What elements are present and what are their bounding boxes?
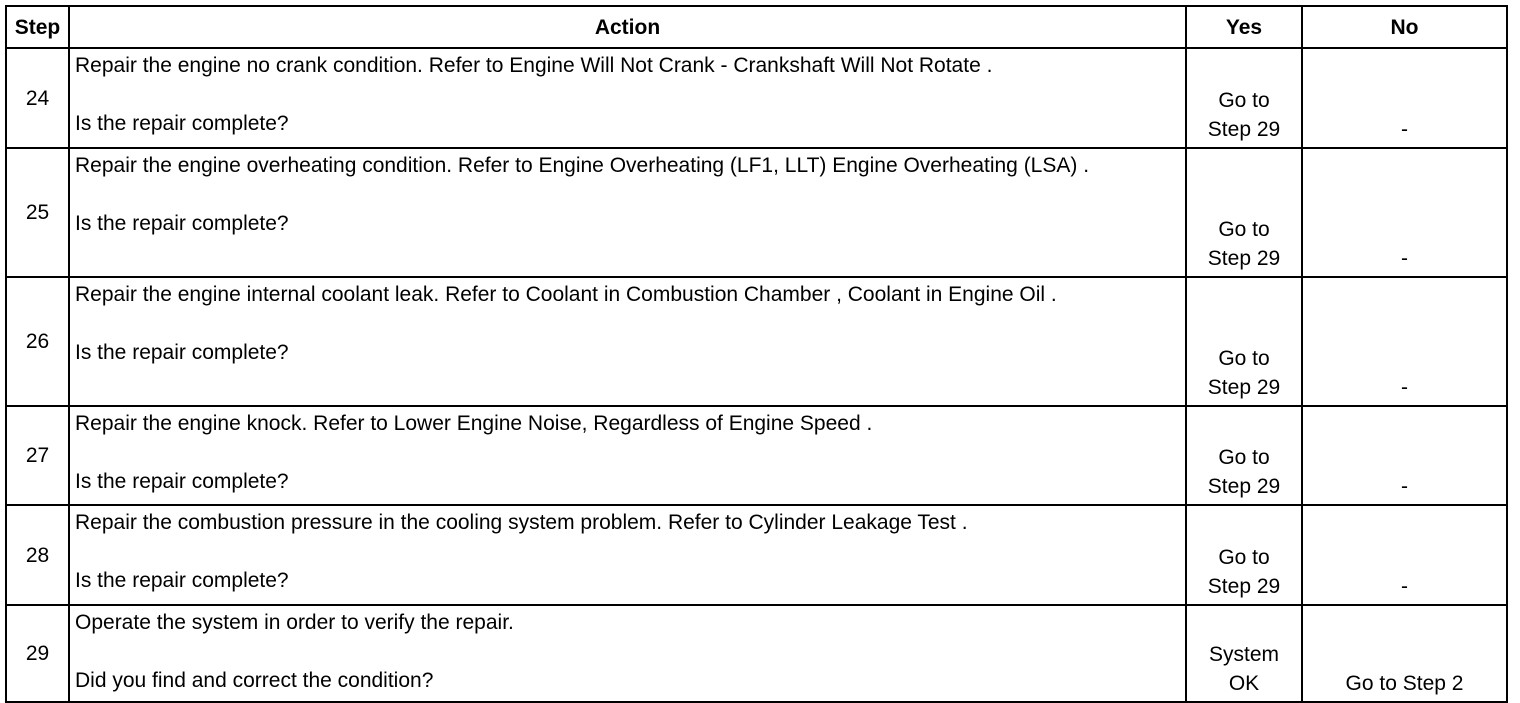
action-question: Is the repair complete?: [75, 212, 289, 235]
action-question: Is the repair complete?: [75, 470, 289, 493]
no-cell: -: [1302, 277, 1507, 406]
no-cell: -: [1302, 406, 1507, 505]
action-cell: [69, 505, 1186, 605]
no-cell: Go to Step 2: [1302, 605, 1507, 702]
action-cell: [69, 277, 1186, 406]
action-cell: [69, 148, 1186, 277]
action-question: Is the repair complete?: [75, 112, 289, 135]
step-number: 27: [6, 406, 69, 505]
action-question: Is the repair complete?: [75, 341, 289, 364]
no-cell: -: [1302, 148, 1507, 277]
yes-line-2: Step 29: [1207, 475, 1281, 498]
no-cell: -: [1302, 48, 1507, 148]
action-text: Repair the combustion pressure in the cooling system problem. Refer to Cylinder Leakage Test .: [75, 511, 968, 534]
header-no: No: [1302, 6, 1507, 48]
yes-line-1: Go to: [1218, 89, 1270, 112]
action-text: Repair the engine no crank condition. Refer to Engine Will Not Crank - Crankshaft Will Not Rotate .: [75, 54, 993, 77]
header-action: Action: [69, 6, 1186, 48]
yes-line-2: Step 29: [1207, 376, 1281, 399]
table-row: [6, 406, 1507, 505]
table-row: [6, 505, 1507, 605]
yes-line-1: Go to: [1218, 546, 1270, 569]
action-cell: [69, 605, 1186, 702]
diagnostic-table: [5, 5, 1508, 703]
yes-line-2: Step 29: [1207, 575, 1281, 598]
yes-line-2: OK: [1228, 672, 1260, 695]
yes-cell: [1186, 277, 1302, 406]
action-cell: [69, 406, 1186, 505]
action-text: Repair the engine knock. Refer to Lower Engine Noise, Regardless of Engine Speed .: [75, 412, 873, 435]
action-text: Repair the engine internal coolant leak. Refer to Coolant in Combustion Chamber , Coolant in Engine Oil .: [75, 283, 1057, 306]
header-step: Step: [6, 6, 69, 48]
table-row: [6, 148, 1507, 277]
yes-cell: [1186, 406, 1302, 505]
table-row: [6, 605, 1507, 702]
yes-line-1: Go to: [1218, 218, 1270, 241]
header-yes: Yes: [1186, 6, 1302, 48]
action-text: Operate the system in order to verify the repair.: [75, 611, 514, 634]
step-number: 29: [6, 605, 69, 702]
yes-cell: [1186, 48, 1302, 148]
table-row: [6, 277, 1507, 406]
yes-cell: [1186, 148, 1302, 277]
yes-line-2: Step 29: [1207, 247, 1281, 270]
step-number: 24: [6, 48, 69, 148]
step-number: 28: [6, 505, 69, 605]
yes-line-2: Step 29: [1207, 118, 1281, 141]
yes-cell: [1186, 605, 1302, 702]
table-row: [6, 48, 1507, 148]
yes-line-1: System: [1208, 643, 1279, 666]
action-question: Is the repair complete?: [75, 569, 289, 592]
yes-cell: [1186, 505, 1302, 605]
action-text: Repair the engine overheating condition. Refer to Engine Overheating (LF1, LLT) Engine Overheating (LSA) .: [75, 154, 1090, 177]
header-row: [6, 6, 1507, 48]
step-number: 25: [6, 148, 69, 277]
action-cell: [69, 48, 1186, 148]
yes-line-1: Go to: [1218, 347, 1270, 370]
action-question: Did you find and correct the condition?: [75, 669, 434, 692]
step-number: 26: [6, 277, 69, 406]
yes-line-1: Go to: [1218, 446, 1270, 469]
no-cell: -: [1302, 505, 1507, 605]
